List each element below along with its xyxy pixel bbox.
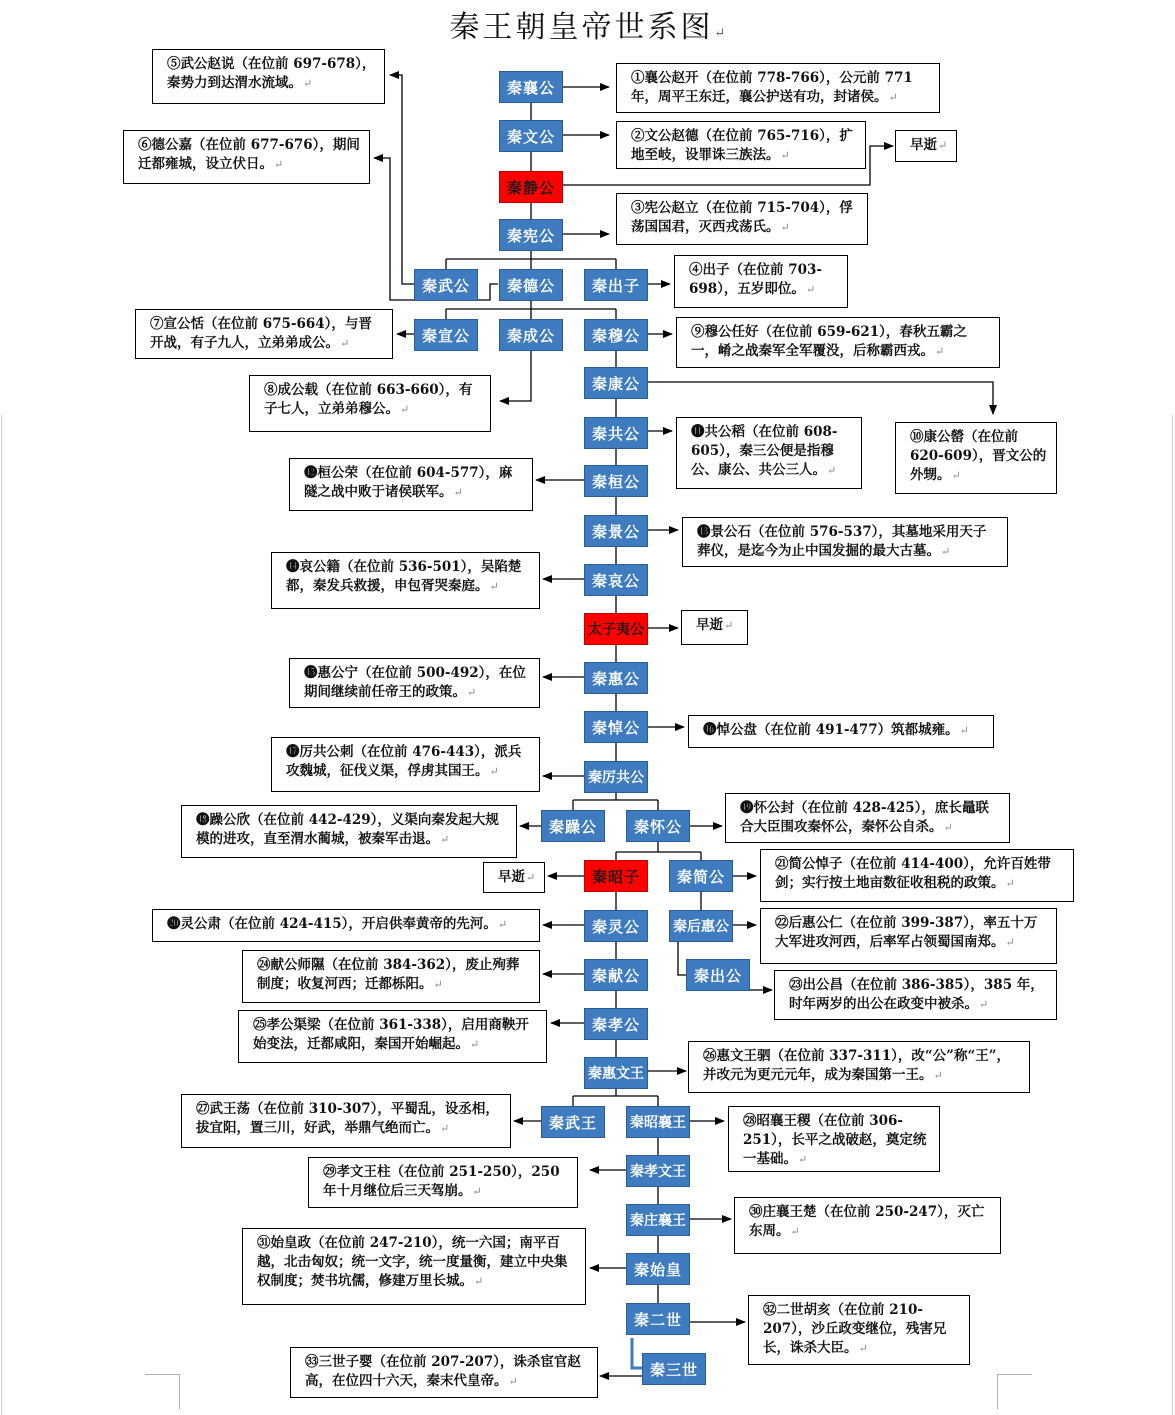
node-xuangong[interactable]: 秦宣公 [414, 319, 478, 351]
note-xiaowenwang: ㉙孝文王柱（在位前 251-250），250 年十月继位后三天驾崩。↵ [308, 1157, 578, 1208]
node-wengong[interactable]: 秦文公 [499, 120, 563, 152]
node-xiaowenwang[interactable]: 秦孝文王 [626, 1155, 690, 1187]
note-zaoshi-jinggong: 早逝↵ [895, 130, 957, 162]
page-edge-right [1172, 415, 1173, 1415]
note-aigong: ⓮哀公籍（在位前 536-501），吴陷楚都，秦发兵救援，申包胥哭秦庭。↵ [271, 552, 540, 609]
node-zhaozi[interactable]: 秦昭子 [584, 860, 648, 892]
node-shihuang[interactable]: 秦始皇 [626, 1253, 690, 1285]
node-huiwenwang[interactable]: 秦惠文王 [584, 1057, 648, 1089]
note-zhuangxiangwang: ㉚庄襄王楚（在位前 250-247），灭亡东周。↵ [734, 1197, 1001, 1254]
node-daogong[interactable]: 秦悼公 [584, 711, 648, 743]
node-jinggong2[interactable]: 秦景公 [584, 515, 648, 547]
page-title: 秦王朝皇帝世系图↵ [449, 10, 726, 45]
note-mugong: ⑨穆公任好（在位前 659-621），春秋五霸之一，崤之战秦军全军覆没，后称霸西戎。↵ [676, 317, 1000, 368]
node-linggong[interactable]: 秦灵公 [584, 910, 648, 942]
note-degong: ⑥德公嘉（在位前 677-676），期间迁都雍城，设立伏日。↵ [123, 130, 370, 184]
node-aigong[interactable]: 秦哀公 [584, 564, 648, 596]
note-xianggong: ①襄公赵开（在位前 778-766），公元前 771 年，周平王东迁，襄公护送有功，封诸侯。↵ [616, 63, 940, 113]
note-chenggong: ⑧成公载（在位前 663-660），有子七人，立弟弟穆公。↵ [249, 375, 491, 432]
note-wengong: ②文公赵德（在位前 765-716），扩地至岐，设罪诛三族法。↵ [616, 121, 866, 169]
note-gonggong: ⓫共公稻（在位前 608-605），秦三公便是指穆公、康公、共公三人。↵ [676, 417, 862, 489]
note-jinggong2: ⓭景公石（在位前 576-537），其墓地采用天子葬仪，是迄今为止中国发掘的最大古墓。↵ [682, 517, 1008, 567]
page-edge-left [1, 415, 2, 1415]
note-chuzi: ④出子（在位前 703-698），五岁即位。↵ [674, 255, 848, 308]
note-zhaoxiangwang: ㉘昭襄王稷（在位前 306-251），长平之战破赵，奠定统一基础。↵ [728, 1106, 940, 1172]
note-zaogong: ⓲躁公欣（在位前 442-429），义渠向秦发起大规模的进攻，直至渭水蔺城，被秦军击退。↵ [181, 805, 517, 858]
note-ligong: ⓱厉共公刺（在位前 476-443），派兵攻魏城，征伐义渠，俘虏其国王。↵ [271, 737, 540, 792]
node-chuzi[interactable]: 秦出子 [584, 269, 648, 301]
node-jiangong[interactable]: 秦简公 [669, 860, 733, 892]
note-xiangong2: ㉔献公师隰（在位前 384-362），废止殉葬制度；收复河西；迁都栎阳。↵ [242, 950, 540, 1003]
node-chenggong[interactable]: 秦成公 [499, 319, 563, 351]
node-yigong[interactable]: 太子夷公 [584, 613, 648, 645]
note-zaoshi-zhaozi: 早逝↵ [483, 862, 545, 893]
node-sanshi[interactable]: 秦三世 [642, 1353, 706, 1385]
node-zhaoxiangwang[interactable]: 秦昭襄王 [626, 1106, 690, 1138]
node-xiangong[interactable]: 秦宪公 [499, 219, 563, 251]
note-jiangong: ㉑简公悼子（在位前 414-400），允许百姓带剑；实行按土地亩数征收租税的政策。↵ [760, 849, 1074, 902]
note-huaigong: ⓳怀公封（在位前 428-425），庶长鼂联合大臣围攻秦怀公，秦怀公自杀。↵ [725, 793, 1010, 843]
note-huigong: ⓯惠公宁（在位前 500-492），在位期间继续前任帝王的政策。↵ [289, 658, 540, 708]
node-mugong[interactable]: 秦穆公 [584, 319, 648, 351]
node-xianggong[interactable]: 秦襄公 [499, 71, 563, 103]
node-ligong[interactable]: 秦厉共公 [584, 761, 648, 793]
note-shihuang: ㉛始皇政（在位前 247-210），统一六国；南平百越，北击匈奴；统一文字，统一度量衡，建立中央集权制度；焚书坑儒，修建万里长城。↵ [242, 1228, 586, 1305]
node-ershi[interactable]: 秦二世 [626, 1303, 690, 1335]
node-kanggong[interactable]: 秦康公 [584, 367, 648, 399]
note-sanshi: ㉝三世子婴（在位前 207-207），诛杀宦官赵高，在位四十六天，秦末代皇帝。↵ [290, 1347, 598, 1398]
note-wuwang: ㉗武王荡（在位前 310-307），平蜀乱，设丞相，拔宜阳，置三川，好武，举鼎气绝而亡。↵ [181, 1094, 511, 1148]
note-daogong: ⓰悼公盘（在位前 491-477）筑都城雍。↵ [688, 715, 994, 748]
note-xiaogong: ㉕孝公渠梁（在位前 361-338），启用商鞅开始变法，迁都咸阳，秦国开始崛起。↵ [238, 1010, 547, 1063]
note-kanggong: ⑩康公罃（在位前 620-609），晋文公的外甥。↵ [895, 422, 1057, 494]
node-jinggong[interactable]: 秦静公 [499, 171, 563, 203]
node-huigong[interactable]: 秦惠公 [584, 662, 648, 694]
crop-mark-left [145, 1374, 180, 1409]
node-huangong[interactable]: 秦桓公 [584, 465, 648, 497]
node-xiaogong[interactable]: 秦孝公 [584, 1008, 648, 1040]
note-linggong: ⓴灵公肃（在位前 424-415），开启供奉黄帝的先河。↵ [152, 909, 540, 942]
node-wugong[interactable]: 秦武公 [414, 269, 478, 301]
node-huaigong[interactable]: 秦怀公 [626, 810, 690, 842]
node-wuwang[interactable]: 秦武王 [541, 1106, 605, 1138]
note-ershi: ㉜二世胡亥（在位前 210-207），沙丘政变继位，残害兄长，诛杀大臣。↵ [748, 1295, 970, 1365]
node-houhuigong[interactable]: 秦后惠公 [669, 910, 733, 942]
note-huangong: ⓬桓公荣（在位前 604-577），麻隧之战中败于诸侯联军。↵ [289, 458, 533, 511]
note-houhuigong: ㉒后惠公仁（在位前 399-387），率五十万大军进攻河西，后率军占领蜀国南郑。↵ [760, 908, 1057, 964]
node-degong[interactable]: 秦德公 [499, 269, 563, 301]
node-xiangong2[interactable]: 秦献公 [584, 959, 648, 991]
node-zaogong[interactable]: 秦躁公 [541, 810, 605, 842]
note-huiwenwang: ㉖惠文王驷（在位前 337-311），改“公”称“王”，并改元为更元元年，成为秦国第一王。↵ [688, 1041, 1030, 1093]
node-gonggong[interactable]: 秦共公 [584, 417, 648, 449]
note-xiangong: ③宪公赵立（在位前 715-704），俘荡国国君，灭西戎荡氏。↵ [616, 193, 868, 245]
note-chugong2: ㉓出公昌（在位前 386-385），385 年，时年两岁的出公在政变中被杀。↵ [774, 970, 1057, 1020]
node-chugong2[interactable]: 秦出公 [686, 959, 750, 991]
note-xuangong: ⑦宣公恬（在位前 675-664），与晋开战，有子九人，立弟弟成公。↵ [135, 309, 393, 359]
crop-mark-right [997, 1374, 1032, 1409]
note-wugong: ⑤武公赵说（在位前 697-678），秦势力到达渭水流域。↵ [152, 49, 385, 104]
node-zhuangxiangwang[interactable]: 秦庄襄王 [626, 1204, 690, 1236]
note-zaoshi-yigong: 早逝↵ [681, 610, 748, 645]
